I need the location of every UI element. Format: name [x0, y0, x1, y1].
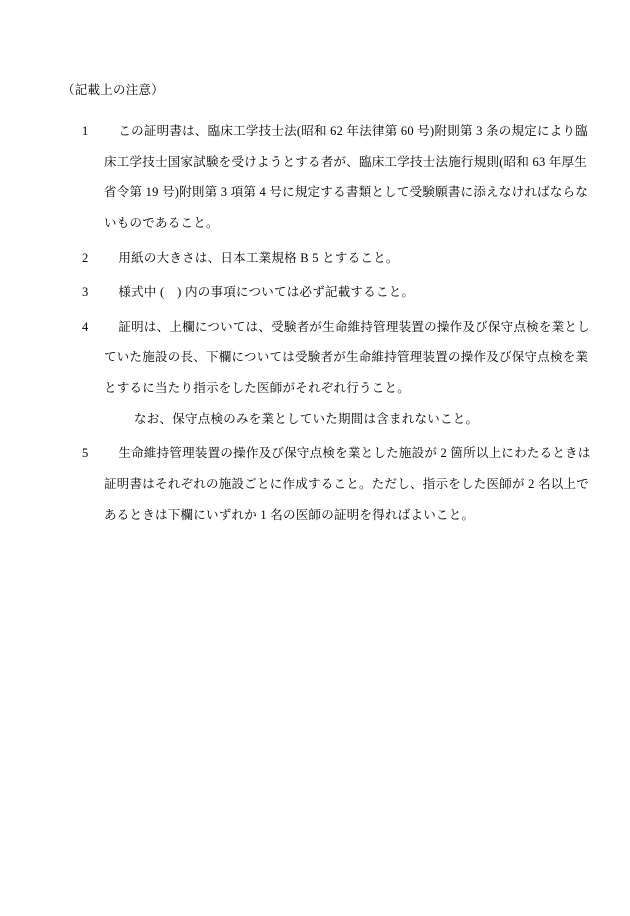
note-item-4-line-3: とするに当たり指示をした医師がそれぞれ行うこと。 — [104, 381, 411, 395]
note-item-5-line-1: 生命維持管理装置の操作及び保守点検を業とした施設が 2 箇所以上にわたるときは — [118, 446, 591, 461]
note-item-1-row — [62, 116, 589, 239]
note-item-4-row — [62, 312, 590, 435]
note-item-1 — [62, 116, 589, 239]
note-item-2-row — [62, 243, 568, 274]
note-item-5-row — [62, 438, 591, 530]
note-item-3-row — [62, 277, 568, 308]
note-item-2-body — [104, 243, 568, 274]
note-item-1-number: 1 — [82, 124, 89, 138]
note-item-4-line-1: 証明は、上欄については、受験者が生命維持管理装置の操作及び保守点検を業とし — [118, 319, 590, 334]
note-item-5-line-2: 証明書はそれぞれの施設ごとに作成すること。ただし、指示をした医師が 2 名以上で — [104, 476, 590, 491]
page-title: （記載上の注意） — [62, 83, 165, 97]
note-item-3-body — [104, 277, 568, 308]
note-item-5-number: 5 — [82, 446, 89, 461]
note-item-2 — [62, 243, 568, 274]
note-item-3-line-1: 様式中 ( ) 内の事項については必ず記載すること。 — [118, 285, 415, 300]
note-item-4 — [62, 312, 590, 435]
note-item-1-line-1: この証明書は、臨床工学技士法(昭和 62 年法律第 60 号)附則第 3 条の規定により臨 — [118, 124, 588, 138]
note-item-1-line-3: 省令第 19 号)附則第 3 項第 4 号に規定する書類として受験願書に添えなければならな — [104, 185, 589, 200]
note-item-2-number: 2 — [82, 250, 89, 265]
note-item-1-body — [104, 116, 588, 239]
note-item-5-line-3: あるときは下欄にいずれか 1 名の医師の証明を得ればよいこと。 — [104, 507, 475, 522]
note-item-4-number: 4 — [82, 319, 89, 334]
note-item-1-line-4: いものであること。 — [104, 215, 219, 230]
note-item-4-line-2: ていた施設の長、下欄については受験者が生命維持管理装置の操作及び保守点検を業 — [104, 350, 589, 365]
note-item-2-line-1: 用紙の大きさは、日本工業規格 B 5 とすること。 — [118, 250, 399, 265]
note-item-5-body — [104, 438, 591, 530]
note-item-4-line-4: なお、保守点検のみを業としていた期間は含まれないこと。 — [134, 411, 479, 426]
note-item-5 — [62, 438, 591, 530]
note-item-3-number: 3 — [82, 285, 89, 300]
note-item-1-line-2: 床工学技士国家試験を受けようとする者が、臨床工学技士法施行規則(昭和 63 年厚生 — [104, 154, 588, 169]
note-item-4-body — [104, 312, 590, 435]
note-item-3 — [62, 277, 568, 308]
